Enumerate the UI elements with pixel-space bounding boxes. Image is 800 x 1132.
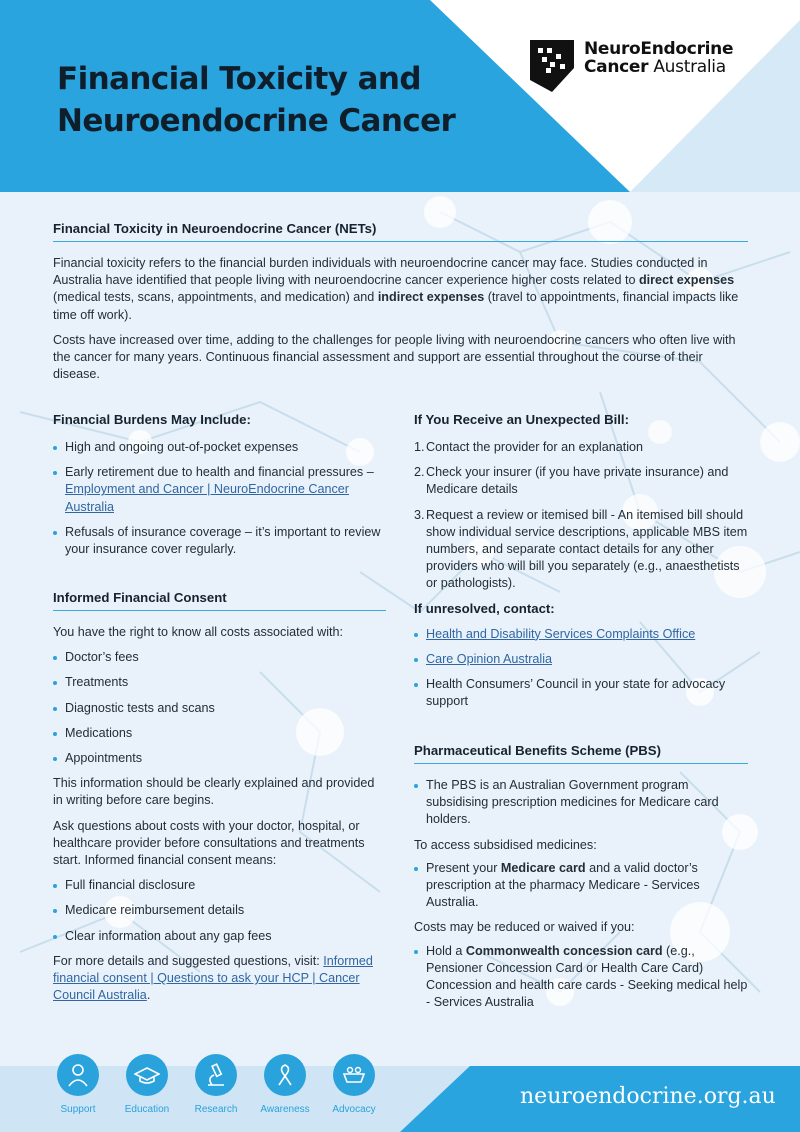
logo-line2-rest: Australia [648,57,726,77]
badge-label: Research [194,1104,238,1115]
step-text: Check your insurer (if you have private insurance) and Medicare details [426,465,729,497]
intro-p1-text-a: Financial toxicity refers to the financial burden individuals with neuroendocrine cancer may face. Studies conducted in Australia have identified that people living with neuroendocrine cancer experience higher costs related to [53,256,708,288]
list-item: Health Consumers’ Council in your state for advocacy support [414,676,750,710]
consent-section [53,590,386,1004]
consent-heading: Informed Financial Consent [53,590,386,611]
logo-line1: NeuroEndocrine [584,39,734,59]
list-item: Diagnostic tests and scans [53,700,386,717]
care-opinion-link[interactable]: Care Opinion Australia [426,651,553,666]
intro-paragraph-1 [53,255,748,324]
list-item [414,651,750,668]
informed-financial-consent-link[interactable]: Informed financial consent | Questions to ask your HCP | Cancer Council Australia [53,953,373,1003]
list-item [414,439,750,456]
intro-p1-bold-direct: direct expenses [638,273,735,288]
list-item [53,464,388,516]
pbs-item3-bold: Commonwealth concession card [465,943,663,958]
list-item [414,943,748,1012]
list-item: Medications [53,725,386,742]
badge-label: Advocacy [332,1104,376,1115]
intro-p1-bold-indirect: indirect expenses [377,290,485,305]
consent-intro: You have the right to know all costs associated with: [53,625,344,639]
list-item [414,464,750,498]
page-title-line1: Financial Toxicity and [57,61,421,97]
badges-row [56,1054,376,1115]
list-item [414,507,750,593]
badge-label: Support [60,1104,96,1115]
badge-research [194,1054,238,1115]
badge-support [56,1054,100,1115]
pbs-item2-b: and a valid doctor’s prescription at the pharmacy Medicare - Services Australia. [426,860,700,910]
list-item: Medicare reimbursement details [53,902,386,919]
step-number: 3. [414,507,425,522]
list-item: High and ongoing out-of-pocket expenses [53,439,388,456]
step-text: Request a review or itemised bill - An itemised bill should show individual service descriptions, applicable MBS item numbers, and separate contact details for any other providers who will bill you separately (e.g., anaesthetists or pathologists). [426,507,748,591]
burdens-section [53,412,388,566]
list-item: Refusals of insurance coverage – it’s important to review your insurance cover regularly. [53,524,388,558]
bill-heading: If You Receive an Unexpected Bill: [414,412,629,427]
intro-section [53,221,748,383]
consent-explained-paragraph: This information should be clearly explained and provided in writing before care begins. [53,776,375,808]
list-item: Appointments [53,750,386,767]
badge-label: Awareness [260,1104,310,1115]
step-number: 2. [414,465,425,480]
logo-line2-bold: Cancer [584,57,649,77]
list-item: Treatments [53,674,386,691]
pbs-list-3 [414,943,748,1012]
step-text: Contact the provider for an explanation [426,440,644,454]
intro-paragraph-2: Costs have increased over time, adding to the challenges for people living with neuroendocrine cancers who often live with the cancer for many years. Continuous financial assessment and support are essential throughout the course of their disease. [53,332,736,382]
pbs-heading: Pharmaceutical Benefits Scheme (PBS) [414,743,748,764]
consent-more-paragraph [53,953,386,1005]
list-item: Full financial disclosure [53,877,386,894]
consent-costs-list [53,649,386,767]
page-title-line2: Neuroendocrine Cancer [57,103,456,139]
pbs-access-text: To access subsidised medicines: [414,837,597,852]
list-item [414,626,750,643]
pbs-item2-a: Present your [426,860,501,875]
contacts-list [414,626,750,711]
burden-item2-text: Early retirement due to health and financial pressures – [65,465,374,480]
ribbon-icon [264,1054,306,1096]
consent-means-list [53,877,386,945]
microscope-icon [195,1054,237,1096]
step-number: 1. [414,440,425,454]
graduation-cap-icon [126,1054,168,1096]
burdens-heading: Financial Burdens May Include: [53,412,251,427]
consent-more-end: . [146,988,151,1003]
intro-heading: Financial Toxicity in Neuroendocrine Cancer (NETs) [53,221,748,242]
list-item: Clear information about any gap fees [53,928,386,945]
pbs-item2-bold: Medicare card [500,860,586,875]
pbs-section [414,743,748,1019]
pbs-reduced-text: Costs may be reduced or waived if you: [414,920,635,935]
employment-and-cancer-link[interactable]: Employment and Cancer | NeuroEndocrine Cancer Australia [65,482,349,514]
bill-section [414,412,750,718]
consent-more-text: For more details and suggested questions, visit: [53,953,324,968]
burdens-list [53,439,388,558]
pbs-list-2 [414,860,748,912]
list-item [414,860,748,912]
complaints-office-link[interactable]: Health and Disability Services Complaints Office [426,626,696,641]
bill-steps-list [414,439,750,593]
badge-label: Education [124,1104,170,1115]
pbs-item3-a: Hold a [426,943,466,958]
support-icon [57,1054,99,1096]
pbs-list-1 [414,777,748,829]
badge-advocacy [332,1054,376,1115]
list-item: The PBS is an Australian Government program subsidising prescription medicines for Medicare card holders. [414,777,748,829]
pbs-item3-b: (e.g., Pensioner Concession Card or Health Care Card) Concession and health care cards - Seeking medical help - Services Australia [426,943,748,1010]
badge-awareness [260,1054,310,1115]
intro-p1-text-b: (medical tests, scans, appointments, and medication) and [53,290,378,305]
unresolved-heading: If unresolved, contact: [414,600,555,616]
badge-education [125,1054,169,1115]
consent-ask-paragraph: Ask questions about costs with your doctor, hospital, or healthcare provider before consultations and treatments start. Informed financial consent means: [53,818,365,868]
list-item: Doctor’s fees [53,649,386,666]
advocacy-icon [333,1054,375,1096]
footer-url[interactable]: neuroendocrine.org.au [520,1084,776,1109]
intro-p1-text-c: (travel to appointments, financial impacts like time off work). [53,290,739,322]
